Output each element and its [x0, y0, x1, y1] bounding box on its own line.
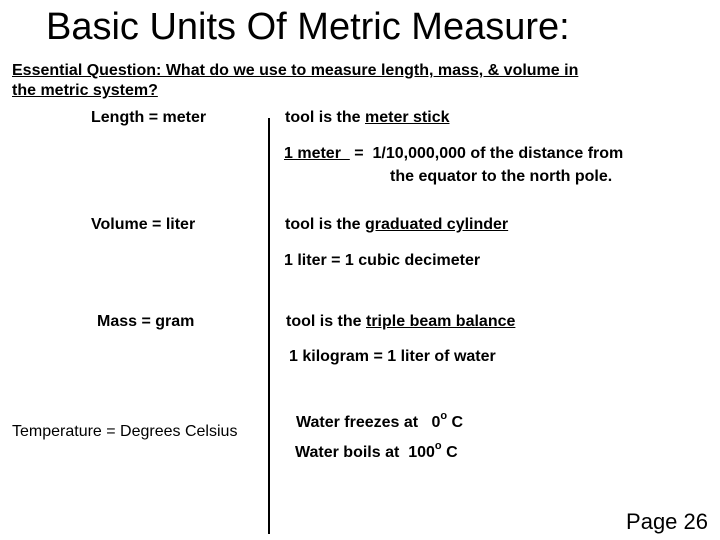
water-freezes-text [296, 410, 464, 433]
length-tool-prefix: tool is the [285, 109, 365, 126]
length-definition [284, 144, 623, 164]
length-tool-name: meter stick [365, 109, 450, 126]
essential-question-line1: Essential Question: What do we use to measure length, mass, & volume in [12, 62, 579, 79]
water-boils-text [295, 440, 458, 463]
mass-unit-label: Mass = gram [97, 313, 195, 330]
mass-tool-prefix: tool is the [286, 313, 366, 330]
page-title: Basic Units Of Metric Measure: [46, 6, 570, 48]
boil-prefix: Water boils at 100 [295, 444, 435, 461]
volume-definition: 1 liter = 1 cubic decimeter [284, 252, 481, 269]
boil-suffix: C [441, 444, 458, 461]
freeze-degree: o [440, 410, 448, 422]
length-definition-line2: the equator to the north pole. [390, 168, 613, 185]
length-def-right: = 1/10,000,000 of the distance from [349, 145, 624, 162]
column-divider [268, 118, 270, 534]
page-number: Page 26 [626, 509, 708, 534]
boil-degree: o [434, 440, 442, 452]
volume-tool [285, 215, 508, 235]
freeze-prefix: Water freezes at 0 [296, 414, 441, 431]
volume-unit-label: Volume = liter [91, 216, 196, 233]
freeze-suffix: C [447, 414, 464, 431]
mass-tool-name: triple beam balance [366, 313, 516, 330]
volume-tool-name: graduated cylinder [365, 216, 509, 233]
essential-question [12, 61, 578, 101]
volume-tool-prefix: tool is the [285, 216, 365, 233]
mass-tool [286, 312, 515, 332]
length-unit-label: Length = meter [91, 109, 207, 126]
mass-definition: 1 kilogram = 1 liter of water [289, 348, 496, 365]
temperature-unit-label: Temperature = Degrees Celsius [12, 423, 238, 440]
length-def-left: 1 meter [284, 145, 350, 162]
essential-question-line2: the metric system? [12, 82, 158, 99]
length-tool [285, 108, 450, 128]
